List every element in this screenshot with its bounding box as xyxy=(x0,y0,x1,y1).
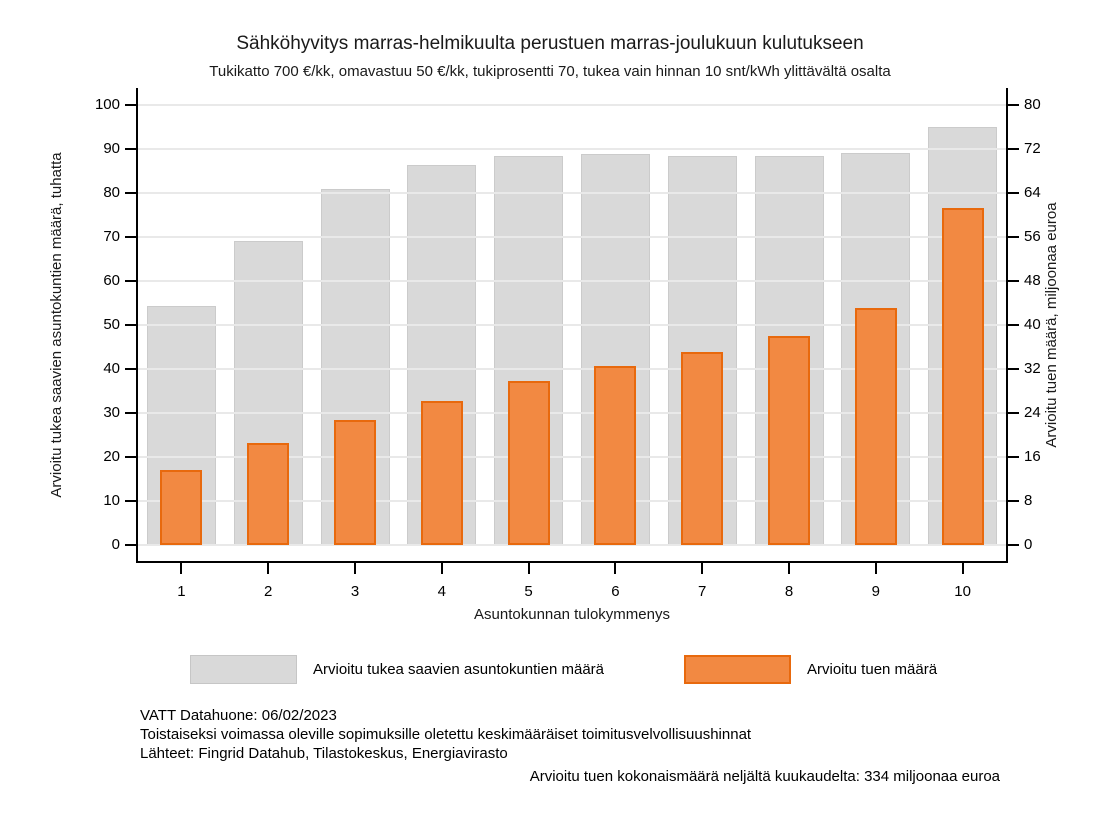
y-axis-right-tick-label: 0 xyxy=(1024,536,1033,553)
gridline xyxy=(138,148,1006,150)
gridline xyxy=(138,280,1006,282)
y-axis-right-tick-label: 72 xyxy=(1024,140,1041,157)
x-axis-tick-label: 8 xyxy=(784,583,794,600)
x-axis-tick-label: 7 xyxy=(698,583,707,600)
y-axis-left-tick-label: 40 xyxy=(103,360,120,377)
y-axis-left-tick xyxy=(125,500,136,502)
y-axis-left-tick xyxy=(125,368,136,370)
support-bar xyxy=(681,352,723,545)
x-axis-tick xyxy=(528,562,530,574)
x-axis-tick-label: 3 xyxy=(350,583,360,600)
total-annotation: Arvioitu tuen kokonaismäärä neljältä kuukaudelta: 334 miljoonaa euroa xyxy=(529,768,1000,785)
y-axis-left-tick-label: 90 xyxy=(103,140,120,157)
support-bar xyxy=(855,308,897,545)
chart-title: Sähköhyvitys marras-helmikuulta perustuen marras-joulukuun kulutukseen xyxy=(236,33,864,54)
x-axis-tick xyxy=(614,562,616,574)
y-axis-right-tick xyxy=(1008,500,1019,502)
x-axis-tick-label: 9 xyxy=(871,583,880,600)
x-axis-tick xyxy=(267,562,269,574)
legend-swatch-support xyxy=(684,655,791,684)
note-sources: Lähteet: Fingrid Datahub, Tilastokeskus, Energiavirasto xyxy=(140,745,508,762)
support-bar xyxy=(594,366,636,545)
y-axis-left-tick-label: 70 xyxy=(103,228,120,245)
y-axis-left-tick xyxy=(125,324,136,326)
y-axis-right-tick-label: 32 xyxy=(1024,360,1041,377)
x-axis-tick-label: 2 xyxy=(264,583,273,600)
x-axis-tick xyxy=(441,562,443,574)
x-axis-tick-label: 6 xyxy=(611,583,620,600)
y-axis-right-tick xyxy=(1008,280,1019,282)
y-axis-left-tick-label: 80 xyxy=(103,184,120,201)
x-axis-tick xyxy=(962,562,964,574)
y-axis-left-tick xyxy=(125,544,136,546)
y-axis-right-tick-label: 64 xyxy=(1024,184,1041,201)
y-axis-right-tick xyxy=(1008,148,1019,150)
y-axis-right-tick-label: 24 xyxy=(1024,404,1041,421)
x-axis-tick-label: 10 xyxy=(954,583,971,600)
y-axis-left-tick xyxy=(125,280,136,282)
y-axis-left-tick-label: 100 xyxy=(94,96,120,113)
y-axis-right-tick xyxy=(1008,412,1019,414)
y-axis-right-tick-label: 80 xyxy=(1024,96,1041,113)
x-axis-tick xyxy=(701,562,703,574)
support-bar xyxy=(942,208,984,545)
note-source-date: VATT Datahuone: 06/02/2023 xyxy=(140,707,337,724)
gridline xyxy=(138,104,1006,106)
x-axis-tick-label: 4 xyxy=(437,583,446,600)
x-axis-tick-label: 5 xyxy=(524,583,533,600)
y-axis-right-tick xyxy=(1008,236,1019,238)
footer-notes xyxy=(140,706,751,763)
x-axis-tick xyxy=(354,562,356,574)
legend-label-support: Arvioitu tuen määrä xyxy=(807,661,938,678)
y-axis-right-tick-label: 56 xyxy=(1024,228,1041,245)
x-axis-tick xyxy=(180,562,182,574)
y-axis-right-tick xyxy=(1008,456,1019,458)
y-axis-left-tick xyxy=(125,104,136,106)
x-axis-tick xyxy=(788,562,790,574)
support-bar xyxy=(508,381,550,545)
y-axis-left-tick xyxy=(125,236,136,238)
gridline xyxy=(138,192,1006,194)
y-axis-left-spine xyxy=(136,88,138,563)
gridline xyxy=(138,236,1006,238)
y-axis-left-tick-label: 10 xyxy=(103,492,120,509)
y-axis-left-tick xyxy=(125,456,136,458)
y-axis-left-tick-label: 30 xyxy=(103,404,120,421)
y-axis-left-tick xyxy=(125,148,136,150)
y-axis-right-tick xyxy=(1008,324,1019,326)
y-axis-right-tick-label: 48 xyxy=(1024,272,1041,289)
chart-subtitle: Tukikatto 700 €/kk, omavastuu 50 €/kk, tukiprosentti 70, tukea vain hinnan 10 snt/kWh ylittävältä osalta xyxy=(209,63,891,80)
y-axis-right-tick xyxy=(1008,192,1019,194)
y-axis-right-tick xyxy=(1008,104,1019,106)
y-axis-right-tick xyxy=(1008,544,1019,546)
y-axis-left-tick xyxy=(125,192,136,194)
support-bar xyxy=(160,470,202,545)
y-axis-right-tick-label: 16 xyxy=(1024,448,1041,465)
support-bar xyxy=(421,401,463,545)
x-axis-tick xyxy=(875,562,877,574)
legend-label-households: Arvioitu tukea saavien asuntokuntien määrä xyxy=(313,661,605,678)
y-axis-left-title: Arvioitu tukea saavien asuntokuntien määrä, tuhatta xyxy=(48,152,65,498)
y-axis-right-tick-label: 40 xyxy=(1024,316,1041,333)
x-axis-title: Asuntokunnan tulokymmenys xyxy=(474,606,670,623)
support-bar xyxy=(247,443,289,545)
y-axis-left-tick-label: 50 xyxy=(103,316,120,333)
y-axis-left-tick-label: 60 xyxy=(103,272,120,289)
support-bar xyxy=(334,420,376,545)
y-axis-left-tick-label: 0 xyxy=(111,536,120,553)
y-axis-right-tick-label: 8 xyxy=(1024,492,1033,509)
x-axis-tick-label: 1 xyxy=(177,583,186,600)
y-axis-right-title: Arvioitu tuen määrä, miljoonaa euroa xyxy=(1043,202,1060,448)
y-axis-right-tick xyxy=(1008,368,1019,370)
y-axis-left-tick-label: 20 xyxy=(103,448,120,465)
note-assumption: Toistaiseksi voimassa oleville sopimuksille oletettu keskimääräiset toimitusvelvollisuushinnat xyxy=(140,726,752,743)
legend-swatch-households xyxy=(190,655,297,684)
support-bar xyxy=(768,336,810,545)
y-axis-left-tick xyxy=(125,412,136,414)
